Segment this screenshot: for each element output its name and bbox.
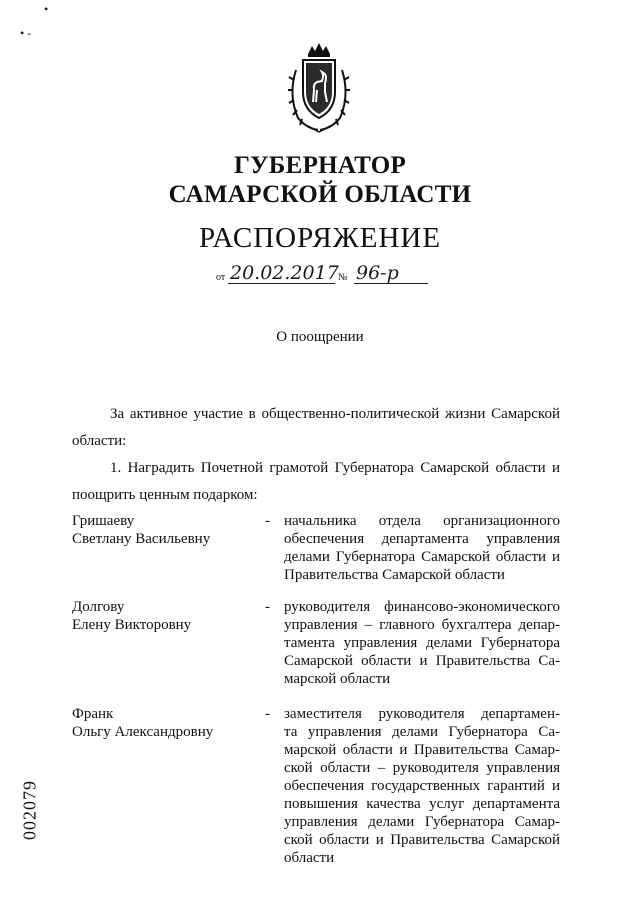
person-surname: Франк [72,706,114,722]
issuer-region: САМАРСКОЙ ОБЛАСТИ [168,181,472,208]
document-date: 20.02.2017 [230,262,339,284]
stamp-number: 002079 [19,780,40,840]
position-line: Самарской области и Правительства Са- [284,653,560,669]
person-position [284,705,560,867]
document-subject: О поощрении [276,329,364,345]
scan-mark: • - [20,26,32,40]
position-line: обеспечения государственных гарантий и [284,778,560,794]
position-line: управления – главного бухгалтера депар- [284,617,560,633]
item-1-paragraph: 1. Наградить Почетной грамотой Губернатора Самарской области и поощрить ценным подарком: [72,460,560,503]
position-line: руководителя финансово-экономического [284,599,560,615]
issuer-title: ГУБЕРНАТОР [233,152,407,179]
position-line: та управления делами Губернатора Са- [284,724,560,740]
position-line: повышения качества услуг департамента [284,796,560,812]
list-dash: - [265,706,270,722]
person-given-names: Светлану Васильевну [72,531,211,547]
position-line: области [284,850,335,866]
scan-mark: • [44,2,49,16]
position-line: марской области [284,671,391,687]
position-line: делами Губернатора Самарской области и [284,549,560,565]
registration-stamp [12,770,48,850]
document-type: РАСПОРЯЖЕНИЕ [198,222,442,254]
position-line: Правительства Самарской области [284,567,505,583]
person-surname: Долгову [72,599,125,615]
position-line: ской области – руководителя управления [284,760,560,776]
list-dash: - [265,599,270,615]
person-position [284,512,560,584]
person-position [284,598,560,688]
person-name [72,705,242,741]
position-line: ской области и Правительства Самарской [284,832,560,848]
intro-paragraph: За активное участие в общественно-политической жизни Самарской области: [72,406,560,449]
position-line: заместителя руководителя департамен- [284,706,560,722]
position-line: марской области и Правительства Самар- [284,742,560,758]
document-number: 96-р [356,262,399,284]
list-dash: - [265,513,270,529]
samara-coat-of-arms-icon [284,40,354,136]
date-number-line [216,259,436,287]
person-given-names: Елену Викторовну [72,617,192,633]
person-surname: Гришаеву [72,513,135,529]
person-given-names: Ольгу Александровну [72,724,214,740]
position-line: управления делами Губернатора Самар- [284,814,560,830]
from-label: от [216,272,226,283]
person-name [72,512,242,548]
position-line: обеспечения департамента управления [284,531,560,547]
number-label: № [338,272,348,283]
person-name [72,598,242,634]
position-line: тамента управления делами Губернатора [284,635,560,651]
position-line: начальника отдела организационного [284,513,560,529]
